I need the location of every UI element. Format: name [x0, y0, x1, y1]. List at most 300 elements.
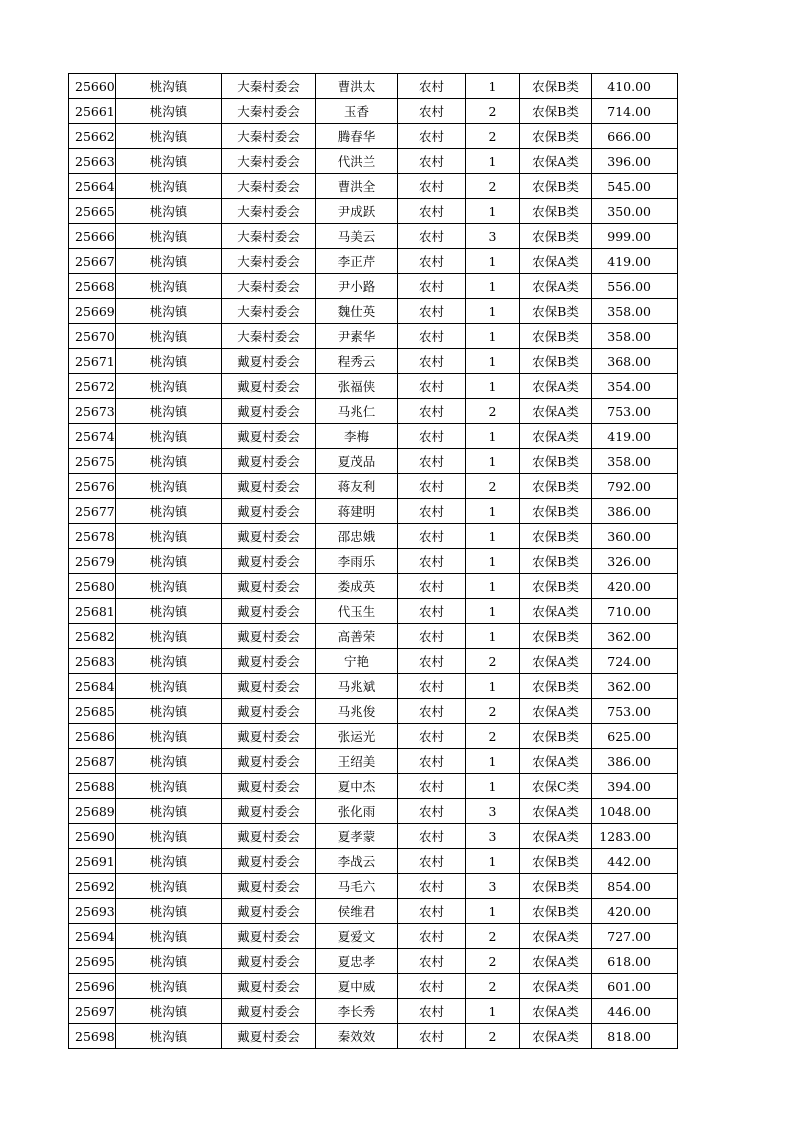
- record-id-cell: 25685: [69, 699, 116, 724]
- village-committee-cell: 戴夏村委会: [222, 599, 316, 624]
- area-type-cell: 农村: [398, 299, 466, 324]
- village-committee-cell: 大秦村委会: [222, 74, 316, 99]
- amount-cell: 420.00: [592, 574, 678, 599]
- household-count-cell: 1: [466, 599, 520, 624]
- record-id-cell: 25697: [69, 999, 116, 1024]
- village-committee-cell: 戴夏村委会: [222, 574, 316, 599]
- record-id-cell: 25694: [69, 924, 116, 949]
- village-committee-cell: 戴夏村委会: [222, 624, 316, 649]
- table-row: [69, 399, 678, 424]
- record-id-cell: 25693: [69, 899, 116, 924]
- household-count-cell: 1: [466, 149, 520, 174]
- table-row: [69, 674, 678, 699]
- amount-cell: 710.00: [592, 599, 678, 624]
- insurance-category-cell: 农保A类: [520, 974, 592, 999]
- household-count-cell: 1: [466, 749, 520, 774]
- household-count-cell: 2: [466, 724, 520, 749]
- record-id-cell: 25667: [69, 249, 116, 274]
- village-committee-cell: 大秦村委会: [222, 249, 316, 274]
- area-type-cell: 农村: [398, 949, 466, 974]
- town-cell: 桃沟镇: [116, 274, 222, 299]
- table-row: [69, 949, 678, 974]
- person-name-cell: 程秀云: [316, 349, 398, 374]
- table-row: [69, 474, 678, 499]
- village-committee-cell: 戴夏村委会: [222, 749, 316, 774]
- household-count-cell: 1: [466, 74, 520, 99]
- town-cell: 桃沟镇: [116, 549, 222, 574]
- amount-cell: 999.00: [592, 224, 678, 249]
- area-type-cell: 农村: [398, 574, 466, 599]
- insurance-category-cell: 农保B类: [520, 474, 592, 499]
- record-id-cell: 25683: [69, 649, 116, 674]
- amount-cell: 714.00: [592, 99, 678, 124]
- town-cell: 桃沟镇: [116, 849, 222, 874]
- insurance-category-cell: 农保A类: [520, 999, 592, 1024]
- person-name-cell: 秦效效: [316, 1024, 398, 1049]
- town-cell: 桃沟镇: [116, 499, 222, 524]
- table-row: [69, 124, 678, 149]
- record-id-cell: 25690: [69, 824, 116, 849]
- insurance-category-cell: 农保B类: [520, 224, 592, 249]
- village-committee-cell: 戴夏村委会: [222, 724, 316, 749]
- amount-cell: 419.00: [592, 424, 678, 449]
- village-committee-cell: 戴夏村委会: [222, 1024, 316, 1049]
- town-cell: 桃沟镇: [116, 474, 222, 499]
- record-id-cell: 25689: [69, 799, 116, 824]
- person-name-cell: 李正芹: [316, 249, 398, 274]
- town-cell: 桃沟镇: [116, 624, 222, 649]
- area-type-cell: 农村: [398, 324, 466, 349]
- record-id-cell: 25679: [69, 549, 116, 574]
- village-committee-cell: 大秦村委会: [222, 299, 316, 324]
- table-row: [69, 624, 678, 649]
- village-committee-cell: 戴夏村委会: [222, 474, 316, 499]
- area-type-cell: 农村: [398, 649, 466, 674]
- area-type-cell: 农村: [398, 749, 466, 774]
- amount-cell: 394.00: [592, 774, 678, 799]
- area-type-cell: 农村: [398, 224, 466, 249]
- person-name-cell: 李战云: [316, 849, 398, 874]
- record-id-cell: 25668: [69, 274, 116, 299]
- household-count-cell: 2: [466, 124, 520, 149]
- person-name-cell: 魏仕英: [316, 299, 398, 324]
- village-committee-cell: 戴夏村委会: [222, 799, 316, 824]
- insurance-category-cell: 农保A类: [520, 799, 592, 824]
- person-name-cell: 高善荣: [316, 624, 398, 649]
- record-id-cell: 25686: [69, 724, 116, 749]
- household-count-cell: 2: [466, 924, 520, 949]
- person-name-cell: 马兆仁: [316, 399, 398, 424]
- area-type-cell: 农村: [398, 399, 466, 424]
- area-type-cell: 农村: [398, 674, 466, 699]
- record-id-cell: 25660: [69, 74, 116, 99]
- insurance-category-cell: 农保A类: [520, 274, 592, 299]
- amount-cell: 358.00: [592, 324, 678, 349]
- person-name-cell: 蒋友利: [316, 474, 398, 499]
- household-count-cell: 1: [466, 199, 520, 224]
- area-type-cell: 农村: [398, 474, 466, 499]
- village-committee-cell: 戴夏村委会: [222, 849, 316, 874]
- area-type-cell: 农村: [398, 899, 466, 924]
- area-type-cell: 农村: [398, 124, 466, 149]
- village-committee-cell: 戴夏村委会: [222, 824, 316, 849]
- insurance-category-cell: 农保A类: [520, 374, 592, 399]
- area-type-cell: 农村: [398, 249, 466, 274]
- village-committee-cell: 戴夏村委会: [222, 924, 316, 949]
- village-committee-cell: 大秦村委会: [222, 199, 316, 224]
- person-name-cell: 宁艳: [316, 649, 398, 674]
- amount-cell: 792.00: [592, 474, 678, 499]
- table-row: [69, 149, 678, 174]
- insurance-category-cell: 农保B类: [520, 674, 592, 699]
- record-id-cell: 25675: [69, 449, 116, 474]
- table-body: [69, 74, 678, 1049]
- area-type-cell: 农村: [398, 549, 466, 574]
- amount-cell: 358.00: [592, 449, 678, 474]
- village-committee-cell: 戴夏村委会: [222, 649, 316, 674]
- area-type-cell: 农村: [398, 824, 466, 849]
- insurance-category-cell: 农保B类: [520, 199, 592, 224]
- town-cell: 桃沟镇: [116, 199, 222, 224]
- insurance-category-cell: 农保B类: [520, 174, 592, 199]
- area-type-cell: 农村: [398, 524, 466, 549]
- town-cell: 桃沟镇: [116, 124, 222, 149]
- record-id-cell: 25695: [69, 949, 116, 974]
- area-type-cell: 农村: [398, 924, 466, 949]
- village-committee-cell: 大秦村委会: [222, 99, 316, 124]
- insurance-category-cell: 农保B类: [520, 324, 592, 349]
- person-name-cell: 侯维君: [316, 899, 398, 924]
- amount-cell: 753.00: [592, 699, 678, 724]
- table-row: [69, 349, 678, 374]
- table-row: [69, 299, 678, 324]
- record-id-cell: 25665: [69, 199, 116, 224]
- village-committee-cell: 戴夏村委会: [222, 949, 316, 974]
- person-name-cell: 代洪兰: [316, 149, 398, 174]
- town-cell: 桃沟镇: [116, 724, 222, 749]
- household-count-cell: 1: [466, 374, 520, 399]
- record-id-cell: 25691: [69, 849, 116, 874]
- household-count-cell: 1: [466, 274, 520, 299]
- insurance-category-cell: 农保C类: [520, 774, 592, 799]
- town-cell: 桃沟镇: [116, 699, 222, 724]
- amount-cell: 818.00: [592, 1024, 678, 1049]
- area-type-cell: 农村: [398, 174, 466, 199]
- town-cell: 桃沟镇: [116, 399, 222, 424]
- village-committee-cell: 戴夏村委会: [222, 674, 316, 699]
- record-id-cell: 25670: [69, 324, 116, 349]
- amount-cell: 727.00: [592, 924, 678, 949]
- person-name-cell: 邵忠娥: [316, 524, 398, 549]
- record-id-cell: 25696: [69, 974, 116, 999]
- village-committee-cell: 戴夏村委会: [222, 449, 316, 474]
- household-count-cell: 1: [466, 449, 520, 474]
- area-type-cell: 农村: [398, 449, 466, 474]
- insurance-category-cell: 农保B类: [520, 899, 592, 924]
- village-committee-cell: 戴夏村委会: [222, 499, 316, 524]
- town-cell: 桃沟镇: [116, 974, 222, 999]
- table-row: [69, 274, 678, 299]
- town-cell: 桃沟镇: [116, 674, 222, 699]
- household-count-cell: 1: [466, 674, 520, 699]
- amount-cell: 360.00: [592, 524, 678, 549]
- table-row: [69, 1024, 678, 1049]
- town-cell: 桃沟镇: [116, 524, 222, 549]
- amount-cell: 386.00: [592, 749, 678, 774]
- amount-cell: 556.00: [592, 274, 678, 299]
- amount-cell: 362.00: [592, 674, 678, 699]
- household-count-cell: 1: [466, 774, 520, 799]
- amount-cell: 854.00: [592, 874, 678, 899]
- household-count-cell: 3: [466, 799, 520, 824]
- amount-cell: 442.00: [592, 849, 678, 874]
- table-row: [69, 374, 678, 399]
- insurance-category-cell: 农保B类: [520, 499, 592, 524]
- household-count-cell: 3: [466, 874, 520, 899]
- village-committee-cell: 大秦村委会: [222, 324, 316, 349]
- amount-cell: 724.00: [592, 649, 678, 674]
- insurance-category-cell: 农保B类: [520, 124, 592, 149]
- person-name-cell: 王绍美: [316, 749, 398, 774]
- amount-cell: 601.00: [592, 974, 678, 999]
- household-count-cell: 1: [466, 249, 520, 274]
- person-name-cell: 夏中威: [316, 974, 398, 999]
- insurance-category-cell: 农保B类: [520, 349, 592, 374]
- town-cell: 桃沟镇: [116, 899, 222, 924]
- person-name-cell: 李长秀: [316, 999, 398, 1024]
- person-name-cell: 夏爱文: [316, 924, 398, 949]
- town-cell: 桃沟镇: [116, 374, 222, 399]
- person-name-cell: 李梅: [316, 424, 398, 449]
- town-cell: 桃沟镇: [116, 799, 222, 824]
- village-committee-cell: 大秦村委会: [222, 224, 316, 249]
- area-type-cell: 农村: [398, 274, 466, 299]
- amount-cell: 666.00: [592, 124, 678, 149]
- insurance-category-cell: 农保A类: [520, 924, 592, 949]
- town-cell: 桃沟镇: [116, 324, 222, 349]
- town-cell: 桃沟镇: [116, 449, 222, 474]
- table-row: [69, 974, 678, 999]
- amount-cell: 545.00: [592, 174, 678, 199]
- town-cell: 桃沟镇: [116, 149, 222, 174]
- person-name-cell: 娄成英: [316, 574, 398, 599]
- household-count-cell: 1: [466, 999, 520, 1024]
- insurance-category-cell: 农保A类: [520, 649, 592, 674]
- village-committee-cell: 大秦村委会: [222, 174, 316, 199]
- person-name-cell: 曹洪全: [316, 174, 398, 199]
- town-cell: 桃沟镇: [116, 424, 222, 449]
- household-count-cell: 2: [466, 649, 520, 674]
- record-id-cell: 25676: [69, 474, 116, 499]
- area-type-cell: 农村: [398, 499, 466, 524]
- person-name-cell: 马美云: [316, 224, 398, 249]
- amount-cell: 625.00: [592, 724, 678, 749]
- amount-cell: 618.00: [592, 949, 678, 974]
- area-type-cell: 农村: [398, 99, 466, 124]
- village-committee-cell: 戴夏村委会: [222, 774, 316, 799]
- table-row: [69, 824, 678, 849]
- table-row: [69, 99, 678, 124]
- insurance-category-cell: 农保B类: [520, 574, 592, 599]
- household-count-cell: 2: [466, 99, 520, 124]
- person-name-cell: 夏忠孝: [316, 949, 398, 974]
- amount-cell: 326.00: [592, 549, 678, 574]
- town-cell: 桃沟镇: [116, 774, 222, 799]
- amount-cell: 396.00: [592, 149, 678, 174]
- village-committee-cell: 戴夏村委会: [222, 974, 316, 999]
- area-type-cell: 农村: [398, 874, 466, 899]
- area-type-cell: 农村: [398, 799, 466, 824]
- insurance-category-cell: 农保A类: [520, 749, 592, 774]
- table-row: [69, 699, 678, 724]
- table-row: [69, 524, 678, 549]
- record-id-cell: 25692: [69, 874, 116, 899]
- insurance-category-cell: 农保B类: [520, 99, 592, 124]
- household-count-cell: 1: [466, 349, 520, 374]
- town-cell: 桃沟镇: [116, 874, 222, 899]
- insurance-category-cell: 农保B类: [520, 874, 592, 899]
- village-committee-cell: 戴夏村委会: [222, 899, 316, 924]
- person-name-cell: 腾春华: [316, 124, 398, 149]
- town-cell: 桃沟镇: [116, 824, 222, 849]
- insurance-category-cell: 农保B类: [520, 724, 592, 749]
- person-name-cell: 马兆俊: [316, 699, 398, 724]
- household-count-cell: 1: [466, 849, 520, 874]
- town-cell: 桃沟镇: [116, 574, 222, 599]
- table-row: [69, 74, 678, 99]
- town-cell: 桃沟镇: [116, 74, 222, 99]
- amount-cell: 410.00: [592, 74, 678, 99]
- area-type-cell: 农村: [398, 974, 466, 999]
- person-name-cell: 李雨乐: [316, 549, 398, 574]
- area-type-cell: 农村: [398, 199, 466, 224]
- town-cell: 桃沟镇: [116, 299, 222, 324]
- town-cell: 桃沟镇: [116, 999, 222, 1024]
- table-row: [69, 649, 678, 674]
- area-type-cell: 农村: [398, 724, 466, 749]
- town-cell: 桃沟镇: [116, 249, 222, 274]
- village-committee-cell: 大秦村委会: [222, 274, 316, 299]
- record-id-cell: 25673: [69, 399, 116, 424]
- town-cell: 桃沟镇: [116, 749, 222, 774]
- records-table: [68, 73, 678, 1049]
- area-type-cell: 农村: [398, 624, 466, 649]
- household-count-cell: 2: [466, 474, 520, 499]
- village-committee-cell: 戴夏村委会: [222, 699, 316, 724]
- insurance-category-cell: 农保A类: [520, 424, 592, 449]
- record-id-cell: 25680: [69, 574, 116, 599]
- insurance-category-cell: 农保B类: [520, 524, 592, 549]
- household-count-cell: 2: [466, 174, 520, 199]
- record-id-cell: 25661: [69, 99, 116, 124]
- household-count-cell: 1: [466, 524, 520, 549]
- amount-cell: 368.00: [592, 349, 678, 374]
- table-row: [69, 549, 678, 574]
- table-row: [69, 199, 678, 224]
- area-type-cell: 农村: [398, 699, 466, 724]
- person-name-cell: 夏茂品: [316, 449, 398, 474]
- amount-cell: 753.00: [592, 399, 678, 424]
- amount-cell: 358.00: [592, 299, 678, 324]
- person-name-cell: 玉香: [316, 99, 398, 124]
- table-row: [69, 174, 678, 199]
- household-count-cell: 2: [466, 1024, 520, 1049]
- town-cell: 桃沟镇: [116, 599, 222, 624]
- record-id-cell: 25674: [69, 424, 116, 449]
- village-committee-cell: 戴夏村委会: [222, 374, 316, 399]
- amount-cell: 350.00: [592, 199, 678, 224]
- household-count-cell: 1: [466, 299, 520, 324]
- household-count-cell: 3: [466, 824, 520, 849]
- record-id-cell: 25677: [69, 499, 116, 524]
- person-name-cell: 张化雨: [316, 799, 398, 824]
- record-id-cell: 25687: [69, 749, 116, 774]
- person-name-cell: 张福侠: [316, 374, 398, 399]
- table-row: [69, 324, 678, 349]
- table-row: [69, 249, 678, 274]
- record-id-cell: 25671: [69, 349, 116, 374]
- household-count-cell: 3: [466, 224, 520, 249]
- person-name-cell: 尹小路: [316, 274, 398, 299]
- insurance-category-cell: 农保A类: [520, 249, 592, 274]
- amount-cell: 446.00: [592, 999, 678, 1024]
- household-count-cell: 1: [466, 549, 520, 574]
- insurance-category-cell: 农保A类: [520, 149, 592, 174]
- record-id-cell: 25669: [69, 299, 116, 324]
- insurance-category-cell: 农保B类: [520, 624, 592, 649]
- person-name-cell: 曹洪太: [316, 74, 398, 99]
- person-name-cell: 夏中杰: [316, 774, 398, 799]
- area-type-cell: 农村: [398, 374, 466, 399]
- village-committee-cell: 戴夏村委会: [222, 349, 316, 374]
- household-count-cell: 2: [466, 399, 520, 424]
- amount-cell: 354.00: [592, 374, 678, 399]
- record-id-cell: 25681: [69, 599, 116, 624]
- household-count-cell: 2: [466, 699, 520, 724]
- table-row: [69, 599, 678, 624]
- town-cell: 桃沟镇: [116, 924, 222, 949]
- town-cell: 桃沟镇: [116, 649, 222, 674]
- household-count-cell: 1: [466, 324, 520, 349]
- amount-cell: 420.00: [592, 899, 678, 924]
- household-count-cell: 1: [466, 899, 520, 924]
- amount-cell: 419.00: [592, 249, 678, 274]
- table-row: [69, 924, 678, 949]
- village-committee-cell: 戴夏村委会: [222, 999, 316, 1024]
- area-type-cell: 农村: [398, 424, 466, 449]
- table-row: [69, 724, 678, 749]
- table-row: [69, 874, 678, 899]
- household-count-cell: 1: [466, 499, 520, 524]
- insurance-category-cell: 农保A类: [520, 699, 592, 724]
- person-name-cell: 张运光: [316, 724, 398, 749]
- table-row: [69, 574, 678, 599]
- person-name-cell: 马兆斌: [316, 674, 398, 699]
- area-type-cell: 农村: [398, 349, 466, 374]
- table-row: [69, 749, 678, 774]
- household-count-cell: 2: [466, 949, 520, 974]
- village-committee-cell: 戴夏村委会: [222, 874, 316, 899]
- area-type-cell: 农村: [398, 149, 466, 174]
- person-name-cell: 马毛六: [316, 874, 398, 899]
- table-row: [69, 424, 678, 449]
- table-row: [69, 999, 678, 1024]
- town-cell: 桃沟镇: [116, 174, 222, 199]
- amount-cell: 1283.00: [592, 824, 678, 849]
- person-name-cell: 尹成跃: [316, 199, 398, 224]
- insurance-category-cell: 农保A类: [520, 824, 592, 849]
- area-type-cell: 农村: [398, 774, 466, 799]
